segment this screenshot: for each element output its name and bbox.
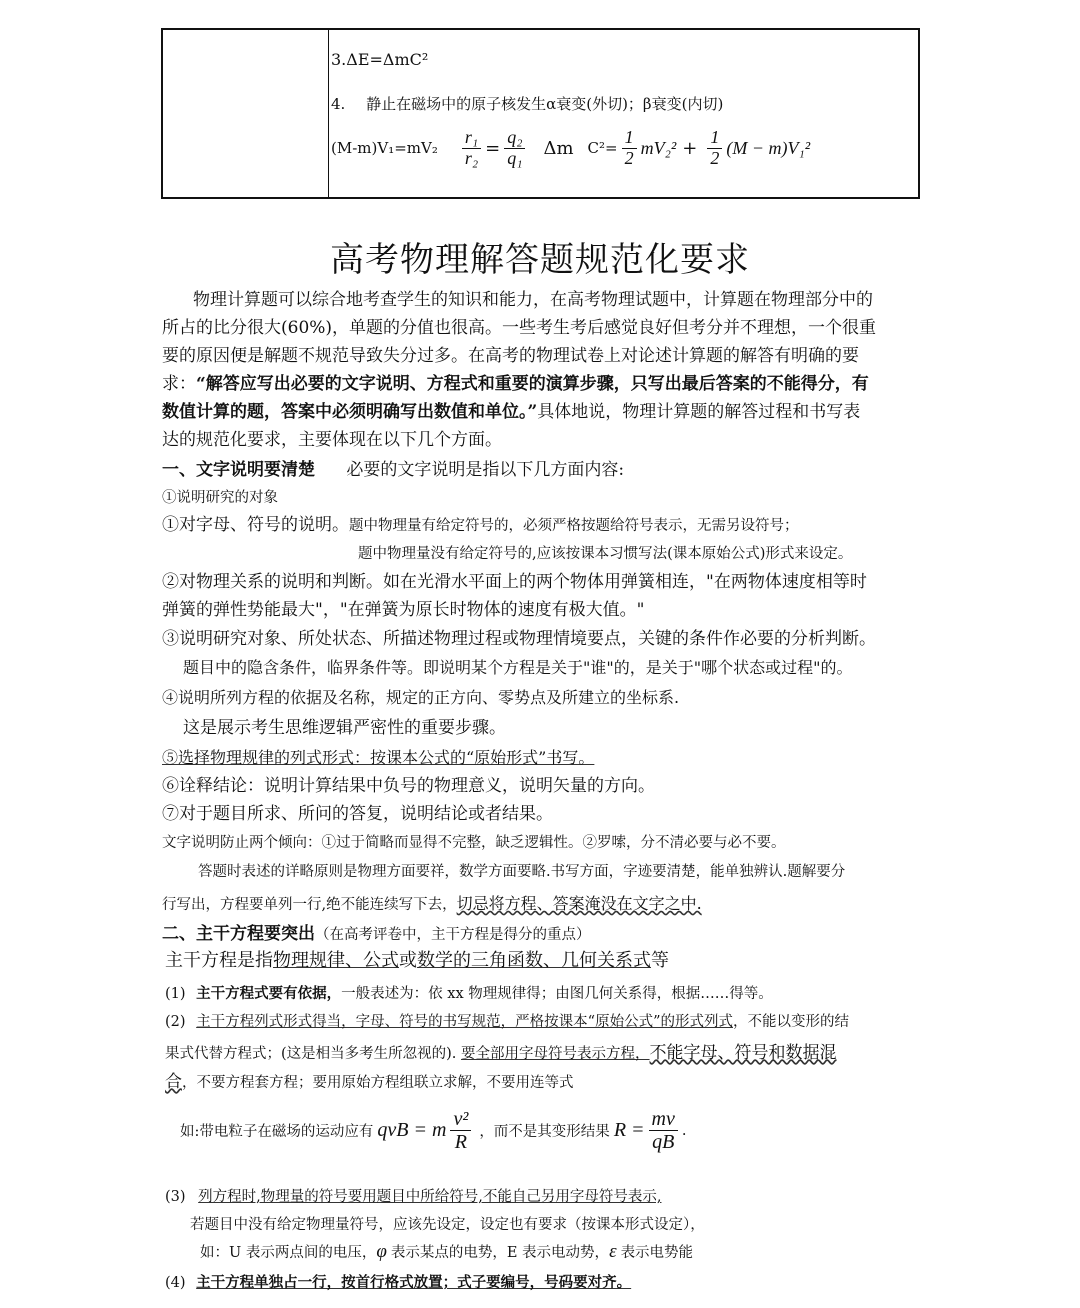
s2-example-mid: ，而不是其变形结果 <box>479 1124 610 1140</box>
kinetic-term-1: mV₂² <box>640 137 677 158</box>
charge-fraction <box>504 128 525 169</box>
s2-p2b-wavy: 不能字母、符号和数据混 <box>649 1043 837 1063</box>
s2-p1-num: (1) <box>165 986 186 1002</box>
s1-item-2-body: 题中物理量有给定符号的，必须严格按题给符号表示，无需另设符号； <box>349 518 799 534</box>
half-fraction-1 <box>622 128 637 169</box>
s1-item-5b: 这是展示考生思维逻辑严密性的重要步骤。 <box>183 718 506 738</box>
half-num-1: 1 <box>622 128 637 149</box>
s2-example-prefix: 如:带电粒子在磁场的运动应有 <box>180 1124 374 1140</box>
phi-symbol: φ <box>376 1241 387 1262</box>
table-row-1: 3.ΔE=ΔmC² <box>331 50 429 69</box>
s2-point-2a <box>165 1008 849 1036</box>
section-1-title: 一、文字说明要清楚 <box>162 460 315 480</box>
s2-p1-bold: 主干方程式要有依据， <box>196 985 342 1002</box>
charge-denominator: q₁ <box>507 147 523 168</box>
half-den-1: 2 <box>624 147 634 168</box>
intro-quote-part-1: “解答应写出必要的文字说明、方程式和重要的演算步骤，只写出最后答案的不能得分，有 <box>196 374 869 394</box>
intro-line-4-prefix: 求： <box>162 374 196 394</box>
half-den-2: 2 <box>710 147 720 168</box>
s1-item-7: ⑥诠释结论：说明计算结果中负号的物理意义，说明矢量的方向。 <box>162 776 655 796</box>
s2-def-b: 物理规律、公式 <box>273 950 399 971</box>
row2-number: 4. <box>331 95 346 113</box>
s2-point-2b <box>165 1039 837 1068</box>
centripetal-fraction <box>450 1108 471 1153</box>
s1-item-6-text: ⑤选择物理规律的列式形式：按课本公式的“原始形式”书写。 <box>162 748 595 767</box>
centripetal-num: v² <box>450 1108 471 1131</box>
s2-p1-rest: 一般表述为：依 xx 物理规律得；由图几何关系得，根据……得等。 <box>341 986 773 1002</box>
kinetic-term-2: (M − m)V₁² <box>726 137 811 158</box>
s1-item-10a: 答题时表述的详略原则是物理方面要祥，数学方面要略.书写方面，字迹要清楚，能单独辨认.题解要分 <box>198 864 846 880</box>
s1-item-3b: 弹簧的弹性势能最大"，"在弹簧为原长时物体的速度有极大值。" <box>162 600 645 620</box>
s2-def-d: 数学的三角函数、几何关系式 <box>417 950 651 971</box>
s2-point-3b: 若题目中没有给定物理量符号，应该先设定，设定也有要求（按课本形式设定）， <box>190 1217 705 1233</box>
s1-item-5: ④说明所列方程的依据及名称，规定的正方向、零势点及所建立的坐标系. <box>162 688 680 707</box>
s1-item-4b: 题目中的隐含条件，临界条件等。即说明某个方程是关于"谁"的，是关于"哪个状态或过程"的。 <box>183 658 853 677</box>
section-2-subtitle: （在高考评卷中，主干方程是得分的重点） <box>315 927 591 943</box>
s2-p3c-a: 如：U 表示两点间的电压， <box>200 1245 377 1261</box>
intro-line-4 <box>162 370 869 398</box>
s2-p2b-text: 果式代替方程式；(这是相当多考生所忽视的). <box>165 1046 457 1062</box>
table-divider <box>328 30 329 197</box>
s2-p3-underlined: 列方程时,物理量的符号要用题目中所给符号,不能自己另用字母符号表示, <box>198 1189 662 1205</box>
s2-point-3c <box>200 1238 693 1267</box>
s2-p2c-wavy: 合 <box>165 1072 182 1092</box>
c-squared: C²= <box>587 139 618 158</box>
radius-denominator: r₂ <box>464 147 479 168</box>
table-row-3: (M-m)V₁=mV₂ $\frac{\text{r₁}}{\text{r₂}}$ = $\frac{\text{q₂}}{\text{q₁}}$ Δm C²= $\frac{1}{2}$ mV₂² + $\frac{1}{2}$ (M − m)V₁² <box>331 127 811 168</box>
section-2-title: 二、主干方程要突出 <box>162 924 315 944</box>
radius-numerator: r₁ <box>462 128 481 149</box>
s2-p2b-underlined: 要全部用字母符号表示方程， <box>461 1046 650 1062</box>
row2-text: 静止在磁场中的原子核发生α衰变(外切)；β衰变(内切) <box>366 95 724 113</box>
s1-item-6 <box>162 744 594 772</box>
s2-point-2c <box>165 1068 574 1097</box>
intro-line-3: 要的原因便是解题不规范导致失分过多。在高考的物理试卷上对论述计算题的解答有明确的要 <box>162 346 859 366</box>
s2-example <box>180 1108 686 1153</box>
intro-line-1: 物理计算题可以综合地考查学生的知识和能力，在高考物理试题中，计算题在物理部分中的 <box>193 290 873 310</box>
s1-item-3a: ②对物理关系的说明和判断。如在光滑水平面上的两个物体用弹簧相连，"在两物体速度相等时 <box>162 572 867 592</box>
half-fraction-2 <box>707 128 722 169</box>
charge-numerator: q₂ <box>504 128 525 149</box>
s2-point-1 <box>165 980 773 1008</box>
radius-result-num: mv <box>649 1108 678 1131</box>
intro-line-2: 所占的比分很大(60%)，单题的分值也很高。一些考生考后感觉良好但考分并不理想，一个很重 <box>162 318 877 338</box>
s1-item-1: ①说明研究的对象 <box>162 490 278 506</box>
s2-p2-underlined: 主干方程列式形式得当，字母、符号的书写规范，严格按课本“原始公式”的形式列式 <box>196 1014 733 1030</box>
s2-def-c: 或 <box>399 950 417 971</box>
plus-sign: + <box>682 137 698 159</box>
s2-p4-num: (4) <box>165 1275 186 1291</box>
radius-result-den: qB <box>652 1131 675 1153</box>
s2-def-e: 等 <box>651 950 669 971</box>
s2-def-a: 主干方程是指 <box>165 950 273 971</box>
epsilon-symbol: ε <box>609 1241 617 1262</box>
section-1-subtitle: 必要的文字说明是指以下几方面内容: <box>346 460 625 480</box>
section-2-heading <box>162 920 591 949</box>
s2-p2c-rest: ，不要方程套方程；要用原始方程组联立求解，不要用连等式 <box>182 1075 574 1091</box>
formula-table <box>161 28 920 199</box>
s1-item-2-head: ①对字母、符号的说明。 <box>162 515 349 535</box>
intro-quote-part-2: 数值计算的题，答案中必须明确写出数值和单位。” <box>162 402 538 422</box>
s2-point-3 <box>165 1183 661 1211</box>
momentum-equation: (M-m)V₁=mV₂ <box>331 139 438 158</box>
s1-item-2-cont: 题中物理量没有给定符号的,应该按课本习惯写法(课本原始公式)形式来设定。 <box>358 546 853 562</box>
section-1-heading <box>162 456 624 484</box>
radius-result-fraction <box>649 1108 678 1153</box>
s1-item-10b-emphasis: 切忌将方程、答案淹没在文字之中. <box>456 894 702 913</box>
page-title: 高考物理解答题规范化要求 <box>330 240 750 280</box>
s1-item-10b <box>162 890 702 919</box>
half-num-2: 1 <box>707 128 722 149</box>
lorentz-lhs: qvB = m <box>377 1119 447 1141</box>
s2-definition <box>165 947 669 975</box>
intro-line-5-rest: 具体地说，物理计算题的解答过程和书写表 <box>537 402 861 422</box>
s1-item-10b-text: 行写出，方程要单列一行,绝不能连续写下去， <box>162 897 457 913</box>
s1-item-2 <box>162 511 799 540</box>
table-row-2 <box>331 93 723 114</box>
s2-p2-num: (2) <box>165 1014 186 1030</box>
s2-example-end: . <box>681 1122 687 1139</box>
s1-item-9: 文字说明防止两个倾向：①过于简略而显得不完整，缺乏逻辑性。②罗嗦，分不清必要与必不要。 <box>162 835 786 851</box>
intro-line-6: 达的规范化要求，主要体现在以下几个方面。 <box>162 430 502 450</box>
s1-item-8: ⑦对于题目所求、所问的答复，说明结论或者结果。 <box>162 804 553 824</box>
s2-p3-num: (3) <box>165 1189 186 1205</box>
s2-p2-rest: ，不能以变形的结 <box>732 1014 849 1030</box>
s2-p3c-c: 表示电势能 <box>620 1245 694 1261</box>
s1-item-4a: ③说明研究对象、所处状态、所描述物理过程或物理情境要点，关键的条件作必要的分析判断。 <box>162 629 876 649</box>
mass-defect: Δm <box>543 137 574 159</box>
intro-line-5 <box>162 398 860 426</box>
centripetal-den: R <box>454 1131 467 1153</box>
radius-fraction <box>462 128 481 169</box>
s2-p3c-b: 表示某点的电势，E 表示电动势， <box>390 1245 610 1261</box>
s2-p4-underlined: 主干方程单独占一行，按首行格式放置；式子要编号，号码要对齐。 <box>196 1274 632 1291</box>
radius-lhs: R = <box>613 1119 645 1141</box>
s2-point-4 <box>165 1269 631 1297</box>
